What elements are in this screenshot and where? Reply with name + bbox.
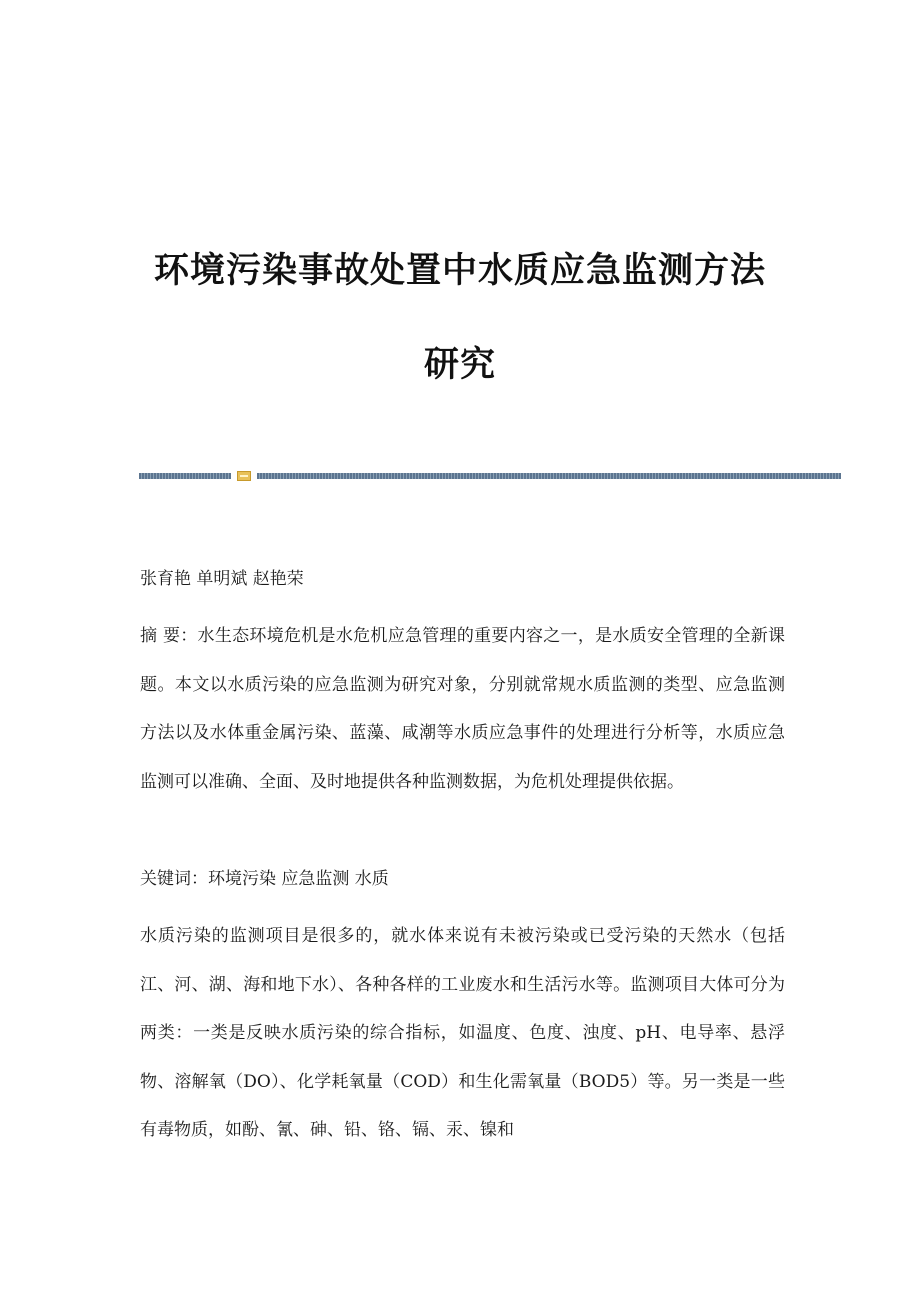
authors: 张育艳 单明斌 赵艳荣 xyxy=(140,569,304,589)
divider-bar-left xyxy=(139,473,231,479)
title-divider xyxy=(139,470,841,482)
abstract: 摘 要：水生态环境危机是水危机应急管理的重要内容之一，是水质安全管理的全新课题。本文以水质污染的应急监测为研究对象，分别就常规水质监测的类型、应急监测方法以及水体重金属污染、蓝藻、咸潮等水质应急事件的处理进行分析等，水质应急监测可以准确、全面、及时地提供各种监测数据，为危机处理提供依据。 xyxy=(140,626,785,792)
document-title-line-1: 环境污染事故处置中水质应急监测方法 xyxy=(153,251,766,292)
divider-bar-right xyxy=(257,473,841,479)
divider-ornament-icon xyxy=(237,471,251,481)
document-title-line-2: 研究 xyxy=(423,345,496,386)
body-paragraph: 水质污染的监测项目是很多的，就水体来说有未被污染或已受污染的天然水（包括江、河、湖、海和地下水）、各种各样的工业废水和生活污水等。监测项目大体可分为两类：一类是反映水质污染的综合指标，如温度、色度、浊度、pH、电导率、悬浮物、溶解氧（DO）、化学耗氧量（COD）和生化需氧量（BOD5）等。另一类是一些有毒物质，如酚、氰、砷、铅、铬、镉、汞、镍和 xyxy=(140,926,785,1141)
keywords: 关键词：环境污染 应急监测 水质 xyxy=(140,869,389,889)
